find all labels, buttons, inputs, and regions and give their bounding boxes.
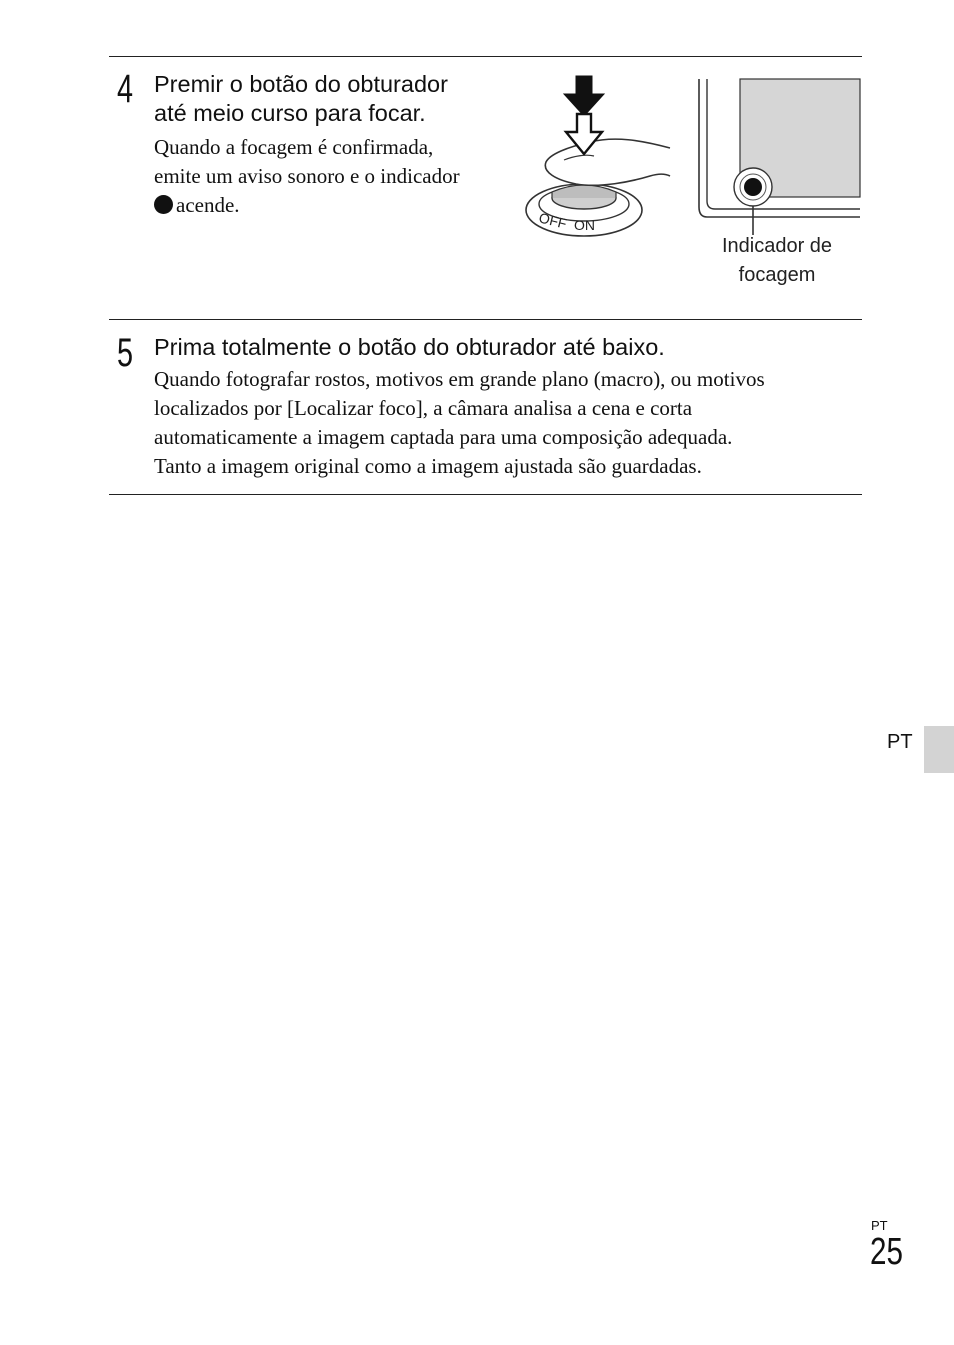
camera-screen-illustration	[695, 75, 865, 225]
dial-label-on: ON	[574, 217, 595, 233]
section-divider-bottom	[109, 494, 862, 495]
step-5-body-line: Tanto a imagem original como a imagem ajustada são guardadas.	[154, 454, 702, 478]
step-4-body-text: acende.	[176, 193, 240, 217]
shutter-button-illustration	[520, 70, 680, 245]
step-4-title-line: até meio curso para focar.	[154, 100, 426, 126]
section-divider-middle	[109, 319, 862, 320]
step-4-title-line: Premir o botão do obturador	[154, 71, 448, 97]
step-5-body-line: automaticamente a imagem captada para uma composição adequada.	[154, 425, 733, 449]
page-number: 25	[870, 1231, 903, 1273]
caption-line: Indicador de	[721, 235, 833, 257]
focus-indicator-dot-icon	[154, 195, 173, 214]
step-5-title	[154, 333, 665, 362]
page-language-label: PT	[871, 1218, 888, 1233]
side-tab-label: PT	[887, 731, 913, 753]
step-5-number: 5	[117, 331, 134, 375]
step-5-body	[154, 365, 765, 481]
side-language-tab	[924, 726, 954, 773]
caption-line: focagem	[738, 264, 816, 286]
step-4-title	[154, 70, 448, 128]
step-4-body-line: Quando a focagem é confirmada,	[154, 135, 434, 159]
finger-icon	[545, 139, 670, 185]
step-4-body	[154, 133, 460, 220]
section-divider-top	[109, 56, 862, 57]
step-5-title-line: Prima totalmente o botão do obturador até baixo.	[154, 334, 665, 360]
step-5-body-line: localizados por [Localizar foco], a câmara analisa a cena e corta	[154, 396, 693, 420]
step-4-body-line: emite um aviso sonoro e o indicador	[154, 164, 460, 188]
focus-indicator-caption	[702, 232, 852, 290]
focus-indicator-icon	[744, 178, 762, 196]
dial-label-off: OFF	[537, 209, 569, 232]
step-4-number: 4	[117, 67, 134, 111]
press-arrow-filled-icon	[564, 76, 604, 116]
step-4-body-line	[154, 191, 460, 220]
step-5-body-line: Quando fotografar rostos, motivos em grande plano (macro), ou motivos	[154, 367, 765, 391]
